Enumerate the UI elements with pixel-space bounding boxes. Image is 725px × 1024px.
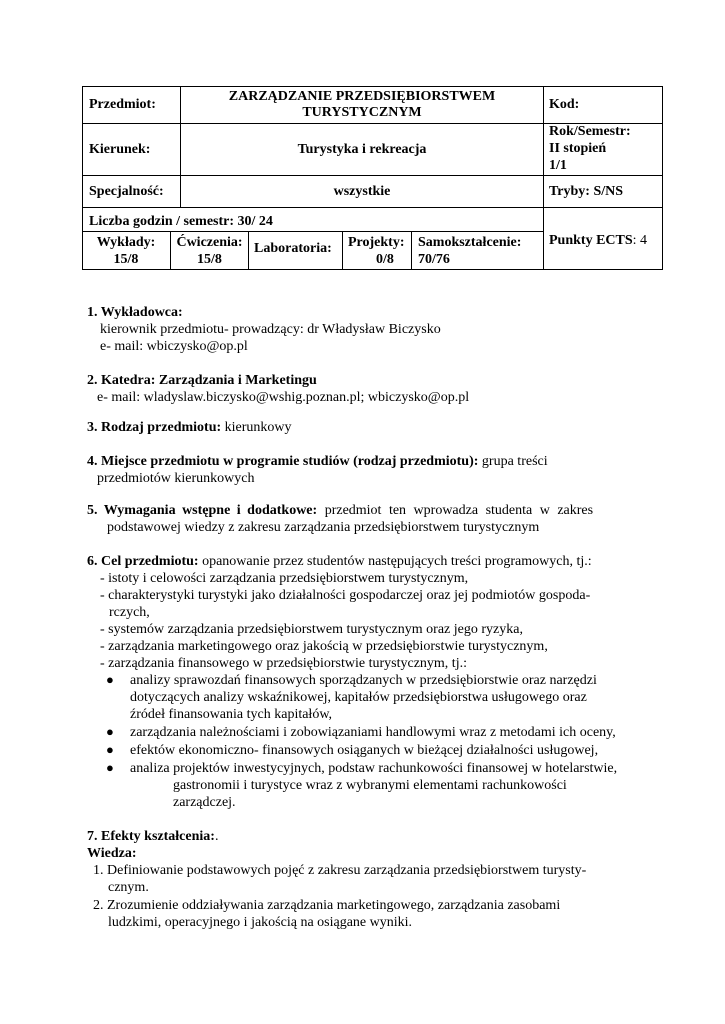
course-header-table <box>82 86 663 270</box>
bullet-item: źródeł finansowania tych kapitałów, <box>130 707 333 722</box>
section-1-title: 1. Wykładowca: <box>87 305 183 320</box>
section-4-value: grupa treści <box>478 454 548 469</box>
section-4 <box>87 453 548 470</box>
rok-stopien: II stopień <box>549 141 607 156</box>
cwiczenia-value: 15/8 <box>197 252 222 267</box>
col-divider <box>342 231 343 269</box>
col-divider <box>248 231 249 269</box>
rok-semestr-value: 1/1 <box>549 158 567 173</box>
bullet-item: analizy sprawozdań finansowych sporządzanych w przedsiębiorstwie oraz narzędzi <box>130 673 597 688</box>
bullet-item: zarządczej. <box>173 795 236 810</box>
przedmiot-label: Przedmiot: <box>89 97 156 112</box>
list-item: ludzkimi, operacyjnego i jakością na osiągane wyniki. <box>108 915 413 930</box>
list-item: - systemów zarządzania przedsiębiorstwem turystycznym oraz jego ryzyka, <box>100 622 523 637</box>
specjalnosc-label: Specjalność: <box>89 184 164 199</box>
samoksztalcenie-label: Samokształcenie: <box>418 235 522 250</box>
punkty-ects-value: : 4 <box>632 233 648 248</box>
col-divider <box>543 86 544 270</box>
section-3-value: kierunkowy <box>221 420 292 435</box>
liczba-godzin: Liczba godzin / semestr: 30/ 24 <box>89 214 273 229</box>
samoksztalcenie-value: 70/76 <box>418 252 450 267</box>
list-item: - istoty i celowości zarządzania przedsiębiorstwem turystycznym, <box>100 571 469 586</box>
section-7-title: 7. Efekty kształcenia: <box>87 829 215 844</box>
bullet-icon: ● <box>106 742 114 757</box>
bullet-item: efektów ekonomiczno- finansowych osiąganych w bieżącej działalności usługowej, <box>130 743 599 758</box>
kierunek-label: Kierunek: <box>89 142 151 157</box>
section-6-title: 6. Cel przedmiotu: <box>87 554 199 569</box>
wyklady-label: Wykłady: <box>96 235 156 250</box>
row-divider <box>82 175 663 176</box>
rok-semestr-label: Rok/Semestr: <box>549 124 631 139</box>
list-item: 1. Definiowanie podstawowych pojęć z zakresu zarządzania przedsiębiorstwem turysty- <box>93 863 587 878</box>
projekty-value: 0/8 <box>376 252 394 267</box>
list-item: - charakterystyki turystyki jako działalności gospodarczej oraz jej podmiotów gospoda- <box>100 588 591 603</box>
bullet-item: zarządzania należnościami i zobowiązaniami handlowymi wraz z metodami ich oceny, <box>130 725 616 740</box>
section-5-value: przedmiot ten wprowadza studenta w zakres <box>317 503 594 518</box>
section-2-title: 2. Katedra: Zarządzania i Marketingu <box>87 373 317 388</box>
bullet-icon: ● <box>106 672 114 687</box>
list-item: - zarządzania marketingowego oraz jakością w przedsiębiorstwie turystycznym, <box>100 639 548 654</box>
bullet-item: analiza projektów inwestycyjnych, podstaw rachunkowości finansowej w hotelarstwie, <box>130 761 618 776</box>
bullet-item: dotyczących analizy wskaźnikowej, kapitałów przedsiębiorstwa usługowego oraz <box>130 690 587 705</box>
section-2-line: e- mail: wladyslaw.biczysko@wshig.poznan.pl; wbiczysko@op.pl <box>97 390 470 405</box>
section-7-after: . <box>214 829 219 844</box>
przedmiot-value-line1: ZARZĄDZANIE PRZEDSIĘBIORSTWEM <box>228 89 496 104</box>
section-3-title: 3. Rodzaj przedmiotu: <box>87 420 222 435</box>
section-6-value: opanowanie przez studentów następujących treści programowych, tj.: <box>198 554 592 569</box>
list-item: 2. Zrozumienie oddziaływania zarządzania marketingowego, zarządzania zasobami <box>93 898 561 913</box>
list-item: cznym. <box>108 880 149 895</box>
section-1-line: kierownik przedmiotu- prowadzący: dr Władysław Biczysko <box>100 322 441 337</box>
przedmiot-value-line2: TURYSTYCZNYM <box>302 105 422 120</box>
punkty-ects <box>549 232 647 249</box>
section-6 <box>87 553 592 570</box>
col-divider <box>411 231 412 269</box>
projekty-label: Projekty: <box>348 235 405 250</box>
section-4-title: 4. Miejsce przedmiotu w programie studiów (rodzaj przedmiotu): <box>87 454 479 469</box>
list-item: rczych, <box>109 605 150 620</box>
wyklady-value: 15/8 <box>113 252 139 267</box>
table-border-right <box>662 86 663 270</box>
table-border-bottom <box>82 269 663 270</box>
specjalnosc-value: wszystkie <box>333 184 391 199</box>
section-7 <box>87 828 218 845</box>
section-5-line: podstawowej wiedzy z zakresu zarządzania przedsiębiorstwem turystycznym <box>107 520 540 535</box>
section-3 <box>87 419 292 436</box>
section-5-title: 5. Wymagania wstępne i dodatkowe: <box>87 503 318 518</box>
bullet-icon: ● <box>106 724 114 739</box>
bullet-icon: ● <box>106 760 114 775</box>
section-5 <box>87 502 639 519</box>
cwiczenia-label: Ćwiczenia: <box>176 235 243 250</box>
section-4-line: przedmiotów kierunkowych <box>97 471 255 486</box>
section-7-subtitle: Wiedza: <box>87 846 137 861</box>
section-1-line: e- mail: wbiczysko@op.pl <box>100 339 248 354</box>
row-divider <box>82 207 663 208</box>
punkty-ects-label: Punkty ECTS <box>549 233 633 248</box>
bullet-item: gastronomii i turystyce wraz z wybranymi elementami rachunkowości <box>173 778 567 793</box>
row-divider <box>82 231 543 232</box>
kod-label: Kod: <box>549 97 580 112</box>
kierunek-value: Turystyka i rekreacja <box>297 142 427 157</box>
laboratoria-label: Laboratoria: <box>254 241 332 256</box>
table-border-top <box>82 86 663 87</box>
tryby-value: Tryby: S/NS <box>549 184 624 199</box>
list-item: - zarządzania finansowego w przedsiębiorstwie turystycznym, tj.: <box>100 656 467 671</box>
